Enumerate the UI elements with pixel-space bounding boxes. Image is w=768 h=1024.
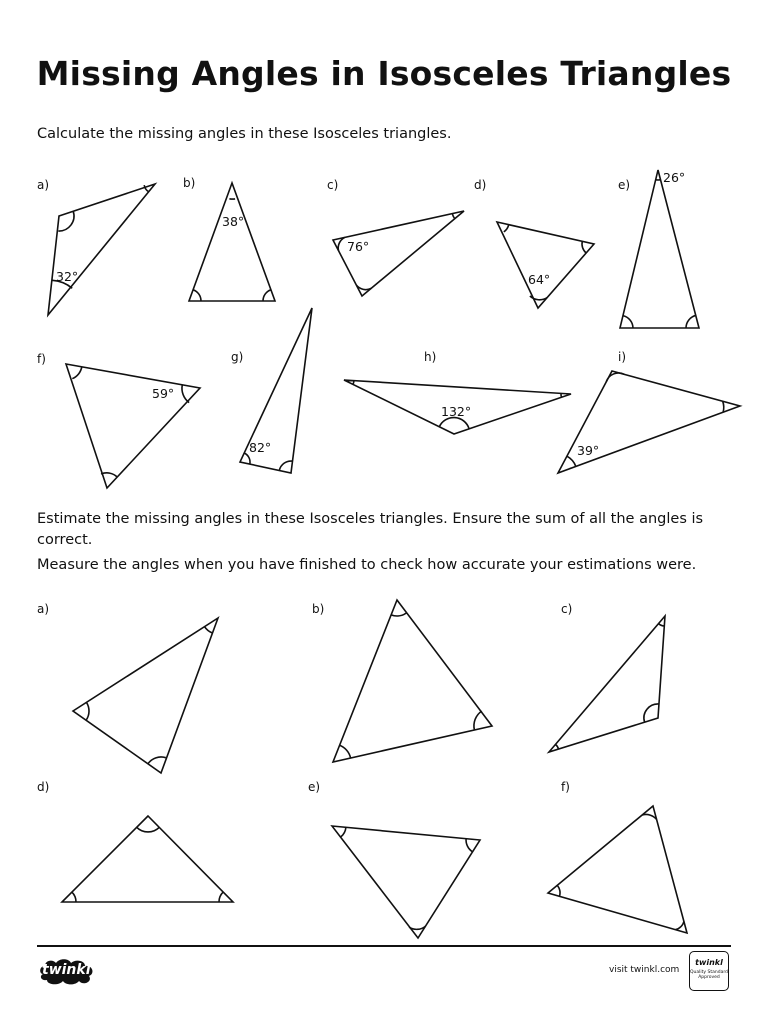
angle-arc [341,827,346,837]
instruction-calculate: Calculate the missing angles in these Isosceles triangles. [37,126,452,142]
angle-arc [263,290,271,301]
estimate-triangle-e [332,826,480,938]
angle-arc [193,290,201,301]
angle-arc [205,627,213,633]
estimate-triangle-a [73,618,218,773]
angle-arc [642,814,657,819]
question-label-c: c) [327,178,339,192]
instruction-measure: Measure the angles when you have finished to check how accurate your estimations were. [37,557,697,573]
question-label-a: a) [37,178,50,192]
angle-label: 64° [528,272,551,287]
triangle-g [240,308,312,473]
badge-title: twinkl [695,958,723,967]
instruction-estimate: Estimate the missing angles in these Isosceles triangles. Ensure the sum of all the angles is correct. [37,511,704,548]
estimate-triangle-c [549,616,665,752]
angle-arc [279,461,292,470]
angle-arc [561,393,562,397]
question-label-i: i) [618,350,627,364]
angle-arc [567,456,576,466]
angle-arc [557,885,560,896]
angle-arc [72,892,76,902]
triangle-h [344,380,571,434]
estimate-triangle-d [62,816,233,902]
angle-arc [452,214,455,219]
triangle-i [558,371,740,473]
estimate-label-c: c) [561,602,573,616]
angle-arc [676,921,685,929]
estimate-label-d: d) [37,780,50,794]
angle-label: 39° [577,443,600,458]
angle-label: 26° [663,170,686,185]
question-label-e: e) [618,178,631,192]
triangle-a [48,184,155,315]
angle-label: 38° [222,214,245,229]
angle-arc [474,711,482,730]
angle-arc [582,241,586,253]
angle-arc [556,744,559,749]
question-label-g: g) [231,350,244,364]
footer-divider [37,945,731,947]
angle-arc [72,367,82,379]
triangle-d [497,222,594,308]
angle-arc [686,315,696,328]
angle-arc [148,757,166,764]
angle-label: 82° [249,440,272,455]
angle-label: 76° [347,239,370,254]
page-title: Missing Angles in Isosceles Triangles [36,54,732,93]
angle-arc [659,624,665,626]
angle-arc [439,418,469,429]
angle-label: 32° [56,269,79,284]
angle-arc [723,401,724,412]
question-label-d: d) [474,178,487,192]
angle-arc [353,381,354,385]
question-label-h: h) [424,350,437,364]
angle-arc [86,702,89,720]
estimate-label-e: e) [308,780,321,794]
question-label-f: f) [37,352,46,366]
angle-arc [504,225,509,232]
quality-standard-badge [689,951,729,991]
estimate-triangle-b [333,600,492,762]
question-label-b: b) [183,176,196,190]
angle-label: 132° [441,404,472,419]
angle-label: 59° [152,386,175,401]
angle-arc [219,892,223,902]
angle-arc [623,316,633,328]
twinkl-logo-text: twinkl [42,962,91,978]
triangle-c [333,211,464,296]
estimate-triangle-f [548,806,687,933]
visit-website-link[interactable]: visit twinkl.com [609,965,680,975]
angle-arc [137,827,160,832]
estimate-label-a: a) [37,602,50,616]
triangle-b [189,183,275,301]
angle-arc [391,613,406,616]
angle-arc [466,839,472,852]
angle-arc [340,745,351,758]
badge-subtitle: Quality Standard Approved [690,970,728,980]
estimate-label-f: f) [561,780,570,794]
triangle-e [620,170,699,328]
triangle-f [66,364,200,488]
estimate-label-b: b) [312,602,325,616]
